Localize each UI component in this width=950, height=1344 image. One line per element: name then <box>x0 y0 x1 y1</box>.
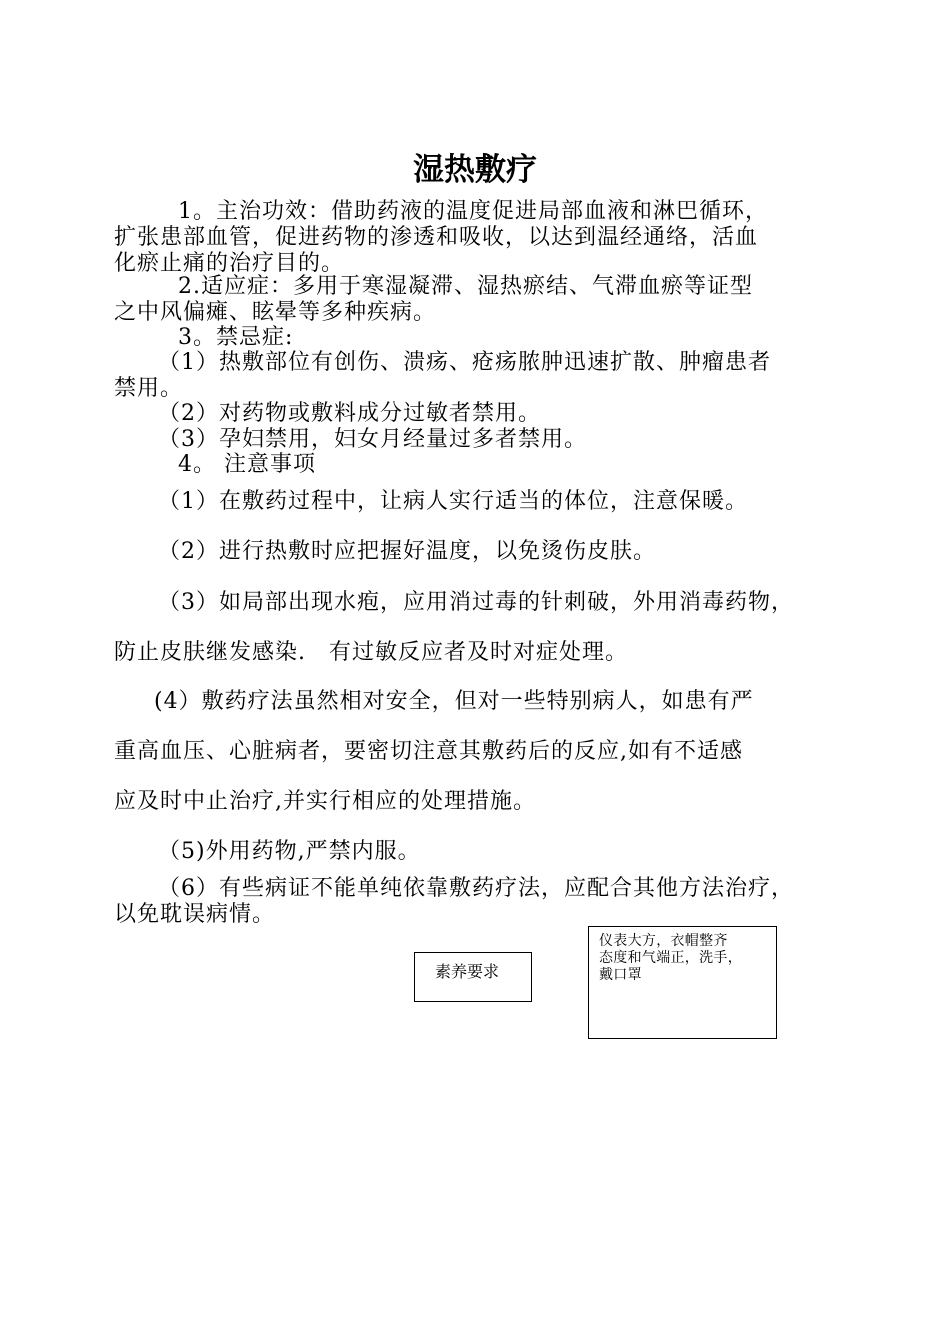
paragraph-line: （3）如局部出现水疱，应用消过毒的针刺破，外用消毒药物， <box>158 590 794 615</box>
paragraph-line: 1。主治功效：借助药液的温度促进局部血液和淋巴循环， <box>178 199 768 224</box>
paragraph-line: （5)外用药物,严禁内服。 <box>158 839 421 864</box>
paragraph-line: （3）孕妇禁用，妇女月经量过多者禁用。 <box>158 427 587 452</box>
requirement-detail-line: 戴口罩 <box>599 967 642 983</box>
paragraph-line: 防止皮肤继发感染. 有过敏反应者及时对症处理。 <box>114 640 628 665</box>
requirement-detail-line: 仪表大方，衣帽整齐 <box>599 933 728 949</box>
requirement-label-box <box>414 952 532 1002</box>
requirement-detail-line: 态度和气端正，洗手， <box>599 950 742 966</box>
paragraph-line: （2）进行热敷时应把握好温度，以免烫伤皮肤。 <box>158 539 656 564</box>
paragraph-line: 应及时中止治疗,并实行相应的处理措施。 <box>114 789 536 814</box>
paragraph-line: 禁用。 <box>114 376 184 401</box>
page-title: 湿热敷疗 <box>413 152 537 188</box>
requirement-label: 素养要求 <box>435 962 500 981</box>
requirement-detail-box <box>588 926 777 1039</box>
paragraph-line: 以免耽误病情。 <box>114 902 276 927</box>
paragraph-line: 之中风偏瘫、眩晕等多种疾病。 <box>114 300 437 325</box>
paragraph-line: 扩张患部血管，促进药物的渗透和吸收，以达到温经通络，活血 <box>114 225 759 250</box>
paragraph-line: 重高血压、心脏病者，要密切注意其敷药后的反应,如有不适感 <box>114 739 743 764</box>
paragraph-line: (4）敷药疗法虽然相对安全，但对一些特别病人，如患有严 <box>154 689 754 714</box>
paragraph-line: （2）对药物或敷料成分过敏者禁用。 <box>158 401 541 426</box>
paragraph-line: （1）热敷部位有创伤、溃疡、疮疡脓肿迅速扩散、肿瘤患者 <box>158 350 771 375</box>
paragraph-line: 2.适应症：多用于寒湿凝滞、湿热瘀结、气滞血瘀等证型 <box>178 274 753 299</box>
paragraph-line: （6）有些病证不能单纯依靠敷药疗法，应配合其他方法治疗， <box>158 876 794 901</box>
paragraph-line: （1）在敷药过程中，让病人实行适当的体位，注意保暖。 <box>158 489 748 514</box>
paragraph-line: 3。禁忌症: <box>178 325 294 350</box>
paragraph-line: 4。 注意事项 <box>178 452 316 477</box>
paragraph-line: 化瘀止痛的治疗目的。 <box>114 251 345 276</box>
